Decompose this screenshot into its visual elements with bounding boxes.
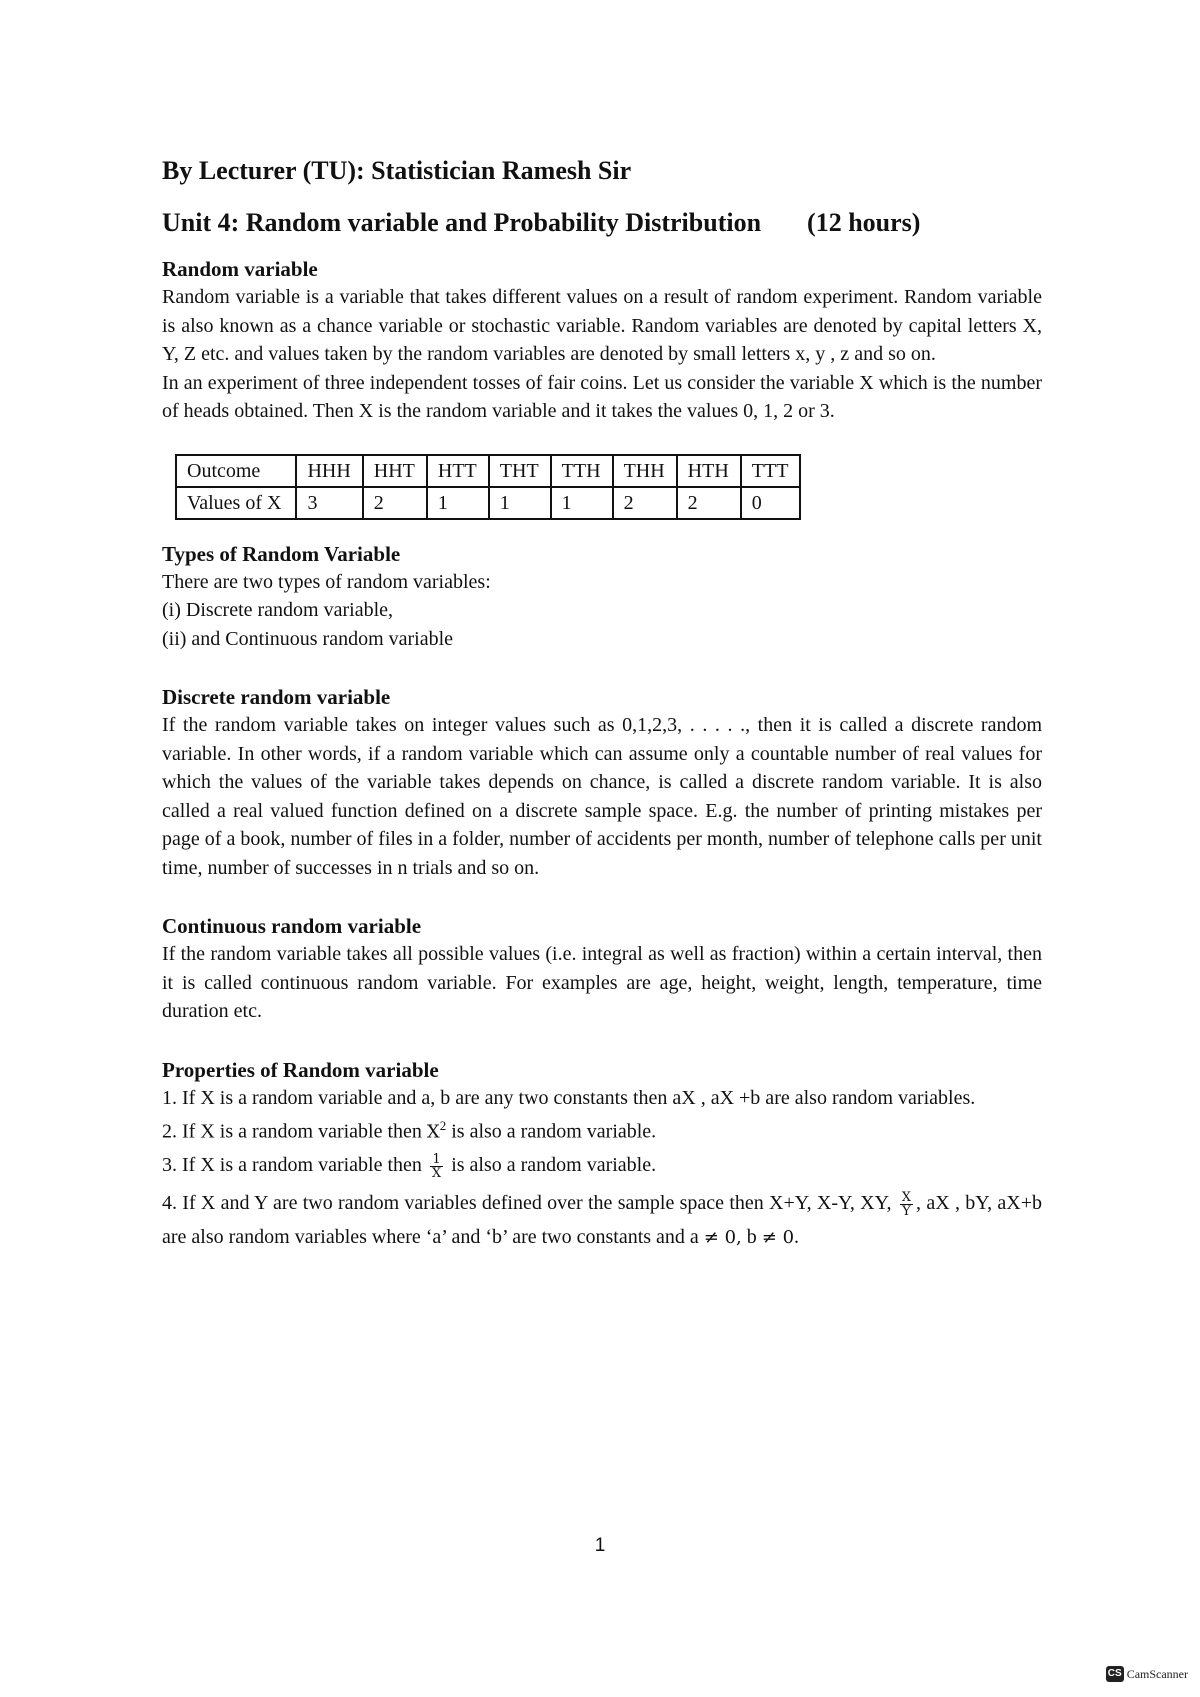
types-intro: There are two types of random variables:: [162, 570, 491, 593]
outcome-cell: HTH: [677, 455, 741, 487]
discrete-para: If the random variable takes on integer values such as 0,1,2,3, . . . . ., then it is called a discrete random variable. In other words, if a random variable which can assume only a countable number of real values for which the values of the variable takes depends on chance, is called a discrete random variable. It is also called a real valued function defined on a discrete sample space. E.g. the number of printing mistakes per page of a book, number of files in a folder, number of accidents per month, number of telephone calls per unit time, number of successes in n trials and so on.: [162, 714, 1042, 879]
fraction-x-over-y: [900, 1191, 913, 1218]
value-cell: 0: [741, 487, 801, 519]
value-cell: 2: [677, 487, 741, 519]
unit-title-text: Unit 4: Random variable and Probability Distribution: [162, 208, 762, 237]
values-row-label: Values of X: [176, 487, 296, 519]
values-row: [176, 487, 800, 519]
types-heading: Types of Random Variable: [162, 541, 401, 566]
property-4-text-end: .: [794, 1226, 800, 1249]
continuous-para: If the random variable takes all possible values (i.e. integral as well as fraction) within a certain interval, then it is called continuous random variable. For examples are age, height, weight, length, temperature, time duration etc.: [162, 943, 1042, 1022]
property-3-text: 3. If X is a random variable then: [162, 1154, 427, 1177]
value-cell: 2: [363, 487, 427, 519]
camscanner-logo-icon: CS: [1106, 1666, 1124, 1682]
outcome-row: [176, 455, 800, 487]
discrete-heading: Discrete random variable: [162, 685, 391, 709]
value-cell: 2: [613, 487, 677, 519]
document-page: [162, 155, 1042, 1255]
property-2-text-end: is also a random variable.: [446, 1120, 657, 1143]
outcome-cell: HTT: [427, 455, 489, 487]
fraction-one-over-x: [430, 1153, 443, 1180]
camscanner-watermark: [1106, 1666, 1188, 1682]
unit-title: [162, 207, 1042, 239]
page-number: 1: [594, 1535, 606, 1556]
outcome-cell: THH: [613, 455, 677, 487]
property-4: [162, 1186, 1042, 1255]
spacer: [162, 1026, 1042, 1056]
random-variable-heading: Random variable: [162, 257, 318, 281]
outcome-cell: TTT: [741, 455, 801, 487]
value-cell: 3: [296, 487, 362, 519]
property-3: [162, 1151, 1042, 1180]
property-4-text: 4. If X and Y are two random variables defined over the sample space then X+Y, X-Y, XY,: [162, 1192, 897, 1215]
value-cell: 1: [489, 487, 551, 519]
outcome-cell: HHH: [296, 455, 362, 487]
outcome-cell: HHT: [363, 455, 427, 487]
unit-hours: (12 hours): [807, 208, 921, 237]
outcome-table: [175, 454, 801, 520]
types-item-1: (i) Discrete random variable,: [162, 599, 394, 621]
property-2-exponent: 2: [439, 1118, 447, 1133]
types-item-2: (ii) and Continuous random variable: [162, 627, 454, 650]
continuous-heading: Continuous random variable: [162, 914, 422, 938]
properties-heading: Properties of Random variable: [162, 1057, 439, 1082]
property-4-text-b: b: [741, 1226, 762, 1249]
random-variable-para-2: In an experiment of three independent tosses of fair coins. Let us consider the variable X which is the number of heads obtained. Then X is the random variable and it takes the values 0, 1, 2 or 3.: [162, 371, 1042, 422]
outcome-row-label: Outcome: [176, 455, 296, 487]
property-4-text-mid: , aX , bY, aX+b are also random variables where ‘a’ and ‘b’ are two constants and a: [162, 1192, 1042, 1249]
property-4-math-a: ≠ 0,: [703, 1227, 742, 1249]
property-2-text: 2. If X is a random variable then: [162, 1120, 427, 1143]
value-cell: 1: [551, 487, 613, 519]
fraction-denominator: X: [431, 1166, 442, 1182]
fraction-numerator: X: [901, 1189, 912, 1205]
random-variable-para-1: Random variable is a variable that takes different values on a result of random experiment. Random variable is also known as a chance variable or stochastic variable. Random variables are denoted by capital letters X, Y, Z etc. and values taken by the random variables are denoted by small letters x, y , z and so on.: [162, 286, 1042, 365]
fraction-denominator: Y: [902, 1203, 911, 1219]
outcome-cell: THT: [489, 455, 551, 487]
property-4-math-b: ≠ 0: [761, 1227, 795, 1249]
author-line: By Lecturer (TU): Statistician Ramesh Sir: [162, 156, 632, 185]
fraction-numerator: 1: [430, 1153, 443, 1167]
property-3-text-end: is also a random variable.: [446, 1154, 657, 1177]
property-2: [162, 1112, 1042, 1147]
property-1: 1. If X is a random variable and a, b are any two constants then aX , aX +b are also random variables.: [162, 1086, 976, 1109]
value-cell: 1: [427, 487, 489, 519]
spacer: [162, 882, 1042, 912]
outcome-cell: TTH: [551, 455, 613, 487]
property-2-math: X: [426, 1121, 440, 1143]
spacer: [162, 653, 1042, 683]
camscanner-text: CamScanner: [1126, 1666, 1188, 1681]
